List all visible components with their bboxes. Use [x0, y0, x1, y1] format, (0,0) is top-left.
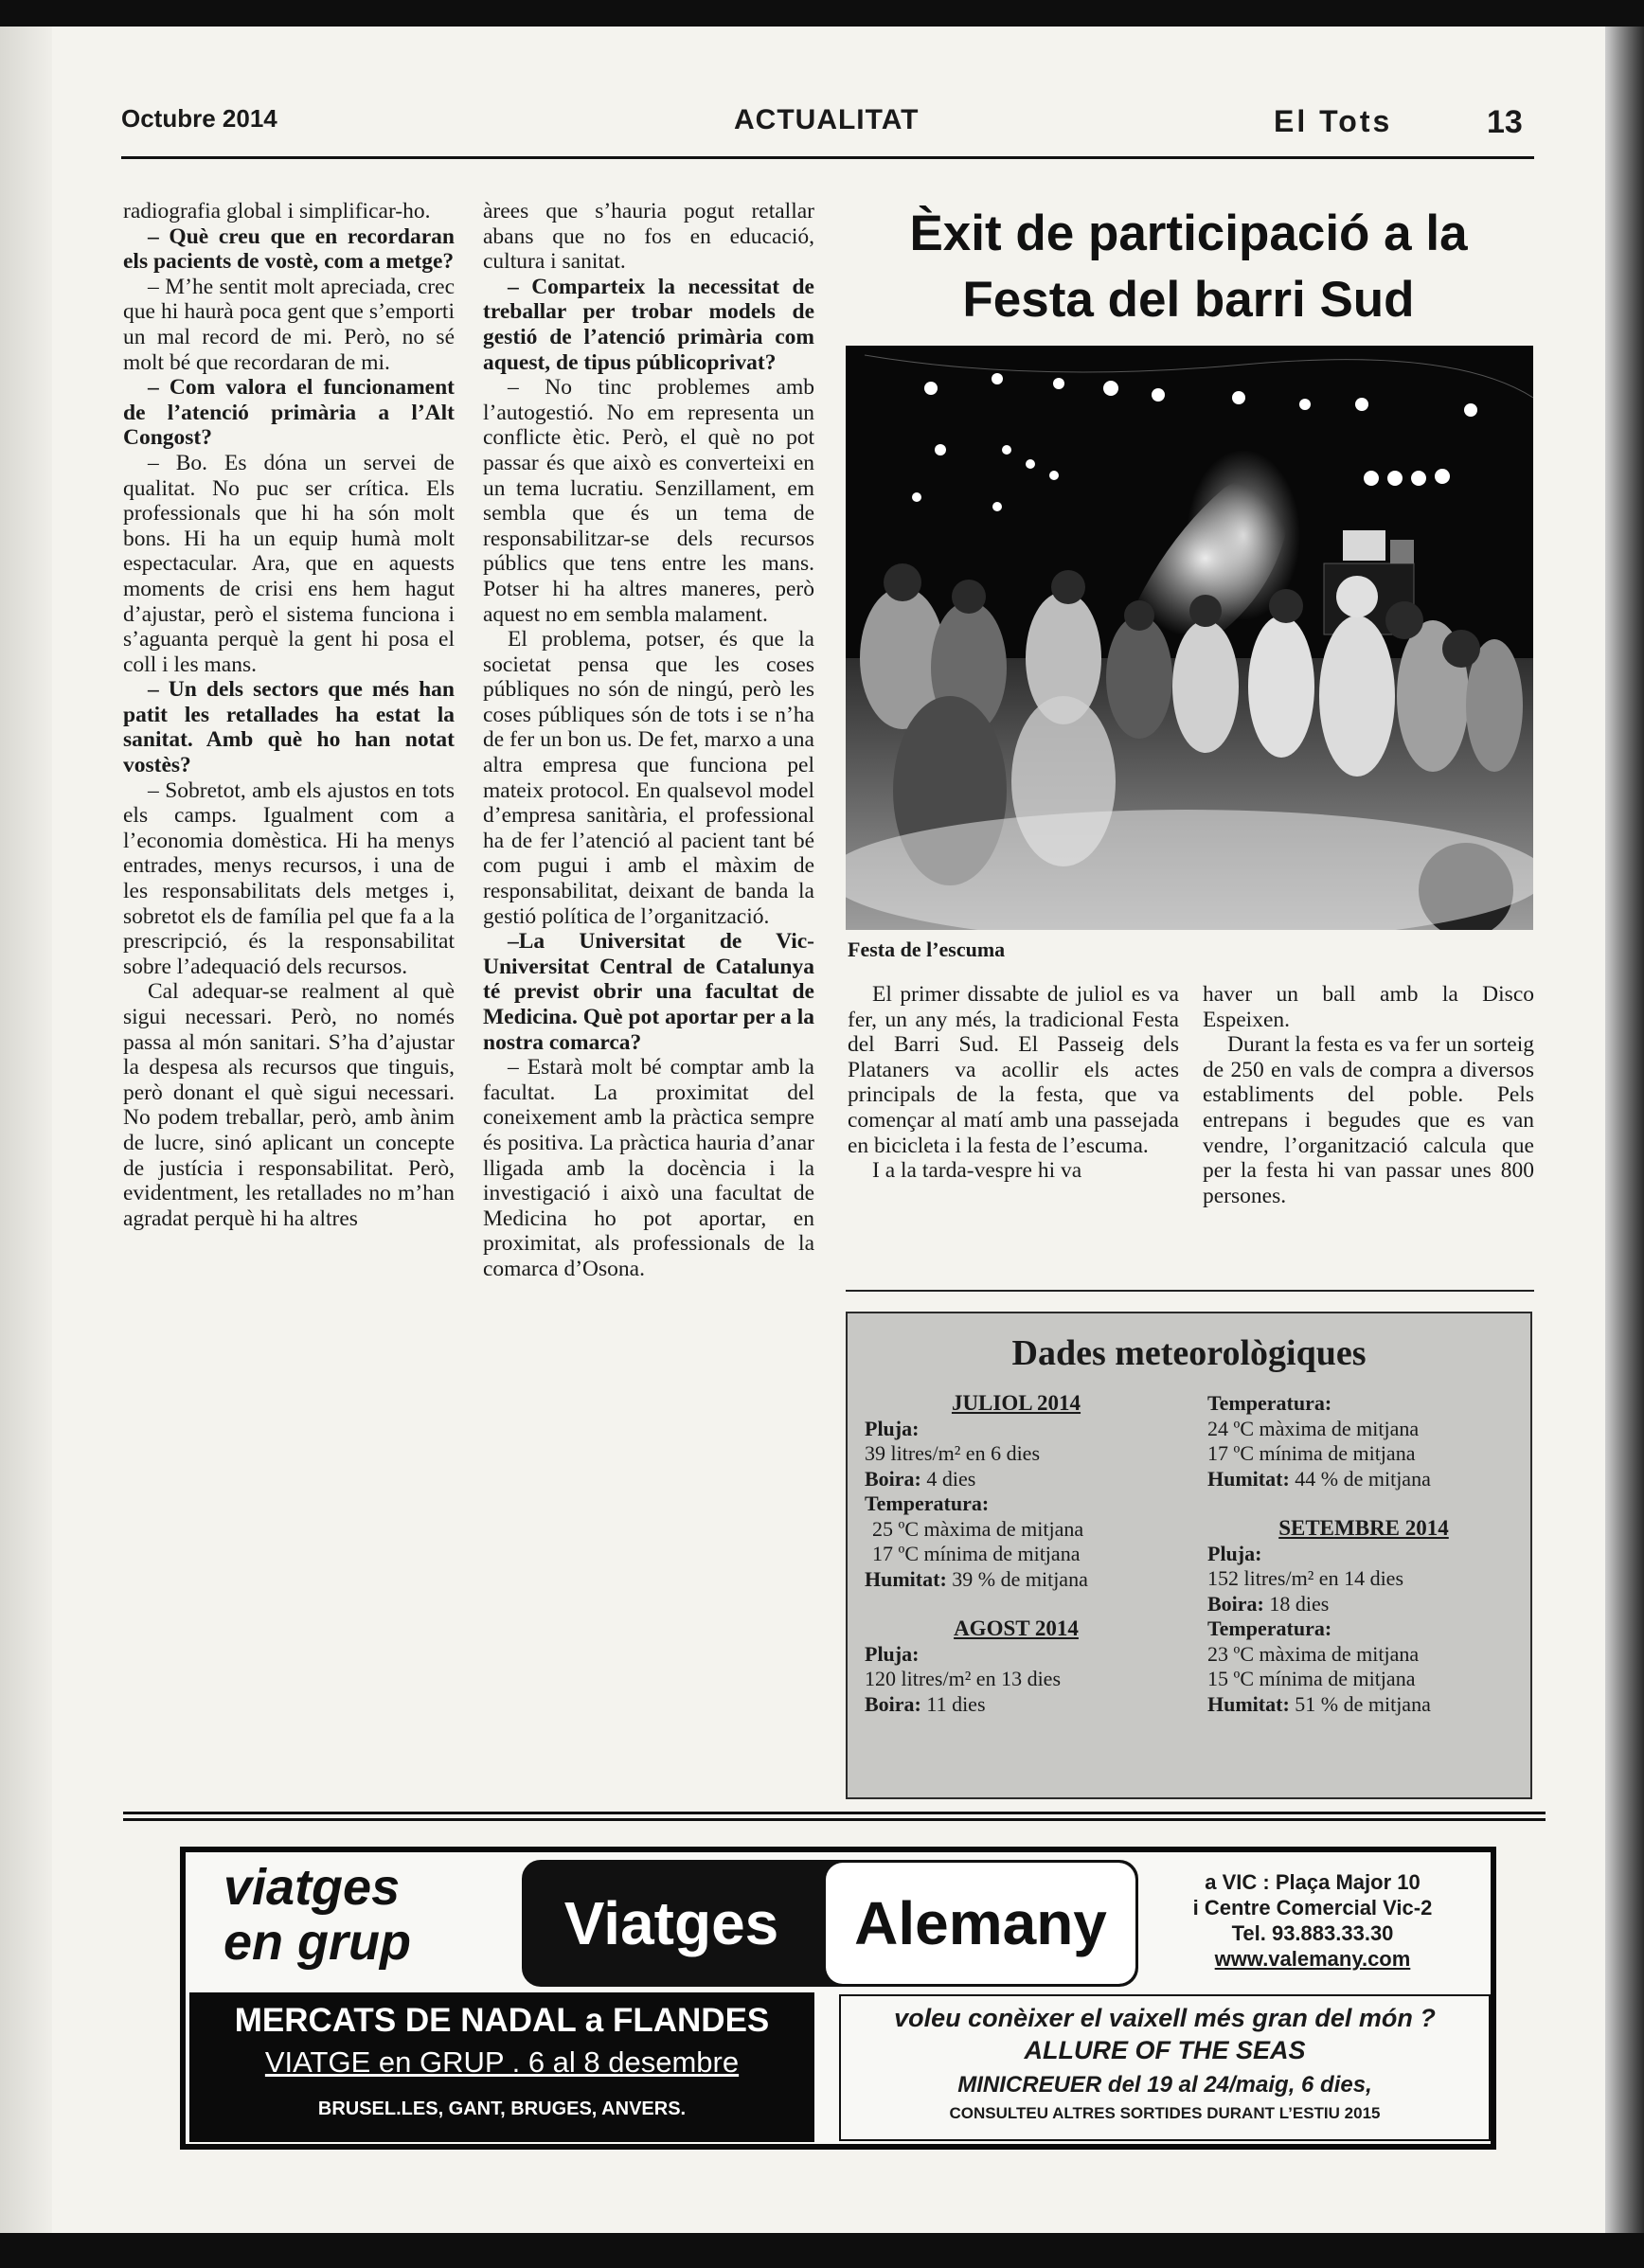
ad-contact-block	[1152, 1869, 1474, 1972]
fog-value: 18 dies	[1263, 1591, 1330, 1616]
ad-promo-box	[189, 1992, 814, 2142]
interview-paragraph: El problema, potser, és que la societat pensa que les coses públiques no són de ningú, però les coses públiques són de tots i se n’ha de fer un bon us. De fet, marxo a una altra empresa que funciona pel mateix protocol. En qualsevol model d’empresa sanitària, el professional ha de fer l’atenció al pacient tant bé com pugui i amb el màxim de responsabilitat, deixant de banda la gestió política de l’organització.	[483, 627, 814, 929]
ad-tagline-line2: en grup	[223, 1914, 411, 1971]
article-paragraph: haver un ball amb la Disco Espeixen.	[1203, 982, 1534, 1032]
interview-paragraph: – Sobretot, amb els ajustos en tots els camps. Igualment com a l’economia domèstica. Hi ha menys entrades, menys recursos, i una de les responsabilitats dels metges i, sobretot els de família pel que fa a la prescripció, és la responsabilitat sobre l’adequació dels recursos.	[123, 777, 455, 979]
interview-question: – Un dels sectors que més han patit les retallades ha estat la sanitat. Amb què ho han notat vostès?	[123, 677, 455, 778]
ad-address: a VIC : Plaça Major 10	[1205, 1870, 1421, 1894]
travel-advertisement	[180, 1847, 1496, 2150]
weather-column-left	[865, 1391, 1168, 1717]
temp-max: 24 ºC màxima de mitjana	[1207, 1416, 1420, 1440]
photo-caption: Festa de l’escuma	[848, 938, 1006, 961]
temperature-label: Temperatura:	[1207, 1616, 1332, 1640]
temp-max: 23 ºC màxima de mitjana	[1207, 1641, 1420, 1666]
ad-address-2: i Centre Comercial Vic-2	[1192, 1896, 1433, 1920]
rain-label: Pluja:	[865, 1641, 920, 1666]
article-paragraph: El primer dissabte de juliol es va fer, un any més, la tradicional Festa del Barri Sud. El Passeig dels Plataners va acollir els actes principals de la festa, que va començar al matí amb una passejada en bicicleta i la festa de l’escuma.	[848, 982, 1179, 1158]
humidity-value: 39 % de mitjana	[946, 1566, 1088, 1591]
fog-label: Boira:	[865, 1466, 921, 1491]
page-spine	[0, 27, 52, 2233]
ad-phone: Tel. 93.883.33.30	[1231, 1921, 1394, 1945]
article-column-2	[1203, 982, 1534, 1208]
temp-min: 17 ºC mínima de mitjana	[872, 1542, 1081, 1565]
page-number: 13	[1487, 104, 1523, 140]
promo-title: MERCATS DE NADAL a FLANDES	[234, 2002, 770, 2039]
temp-min: 15 ºC mínima de mitjana	[1207, 1667, 1416, 1690]
logo-right-text: Alemany	[826, 1863, 1135, 1984]
temperature-label: Temperatura:	[865, 1491, 990, 1515]
rain-value: 120 litres/m² en 13 dies	[865, 1667, 1062, 1690]
rain-value: 152 litres/m² en 14 dies	[1207, 1566, 1404, 1590]
fog-value: 11 dies	[920, 1691, 986, 1716]
page-edge	[1605, 27, 1644, 2233]
rain-value: 39 litres/m² en 6 dies	[865, 1441, 1041, 1465]
weather-title: Dades meteorològiques	[1011, 1333, 1367, 1373]
humidity-label: Humitat:	[1207, 1691, 1290, 1716]
interview-paragraph: Cal adequar-se realment al què sigui necessari. Però, no només passa al món sanitari. S’ha d’ajustar la despesa als recursos que tinguis, però donant el què sigui necessari. No podem treballar, però, amb ànim de lucre, sinó aplicant un concepte de justícia i responsabilitat. Però, evidentment, les retallades no m’han agradat perquè hi ha altres	[123, 979, 455, 1231]
foam-party-photo	[846, 346, 1533, 930]
interview-paragraph: radiografia global i simplificar-ho.	[123, 199, 431, 223]
viatges-alemany-logo	[522, 1860, 1138, 1987]
interview-paragraph: – M’he sentit molt apreciada, crec que hi haurà poca gent que s’emporti un mal record de mi. Però, no sé molt bé que recordaran de mi.	[123, 274, 455, 375]
section-rule	[846, 1290, 1534, 1292]
ad-rule-top	[123, 1812, 1546, 1814]
cruise-note: CONSULTEU ALTRES SORTIDES DURANT L’ESTIU 2015	[949, 2104, 1381, 2122]
humidity-value: 51 % de mitjana	[1289, 1691, 1431, 1716]
ad-tagline	[223, 1860, 411, 1970]
ad-cruise-box	[839, 1994, 1491, 2141]
month-heading: JULIOL 2014	[951, 1391, 1081, 1415]
humidity-label: Humitat:	[1207, 1466, 1290, 1491]
article-column-1	[848, 982, 1179, 1184]
promo-dates: VIATGE en GRUP . 6 al 8 desembre	[264, 2045, 740, 2079]
header-publication: El Tots	[1274, 104, 1393, 138]
interview-question: –La Universitat de Vic-Universitat Central de Catalunya té previst obrir una facultat de Medicina. Què pot aportar per a la nostra comarca?	[483, 929, 814, 1055]
cruise-ship-name: ALLURE OF THE SEAS	[1024, 2036, 1306, 2064]
cruise-question: voleu conèixer el vaixell més gran del món ?	[894, 2004, 1436, 2032]
foam-party-image	[846, 346, 1533, 930]
interview-paragraph: – Estarà molt bé comptar amb la facultat. La proximitat del coneixement amb la pràctica sempre és positiva. La pràctica hauria d’anar lligada amb la docència i la investigació i això una facultat de Medicina ho pot aportar, en proximitat, als professionals de la comarca d’Osona.	[483, 1055, 814, 1281]
interview-column-2	[483, 199, 814, 1282]
fog-label: Boira:	[1207, 1591, 1264, 1616]
logo-left-text: Viatges	[563, 1889, 779, 1957]
temp-max: 25 ºC màxima de mitjana	[872, 1516, 1084, 1541]
month-heading: AGOST 2014	[954, 1616, 1079, 1640]
fog-value: 4 dies	[920, 1466, 976, 1491]
article-paragraph: Durant la festa es va fer un sorteig de 250 en vals de compra a diversos establiments del poble. Pels entrepans i begudes que es van vendre, l’organització calcula que per la festa hi van passar unes 800 persones.	[1203, 1032, 1534, 1208]
weather-data-box	[846, 1312, 1532, 1799]
rain-label: Pluja:	[865, 1416, 920, 1440]
ad-rule-bottom	[123, 1818, 1546, 1821]
month-heading: SETEMBRE 2014	[1278, 1516, 1449, 1540]
temp-min: 17 ºC mínima de mitjana	[1207, 1441, 1416, 1465]
rain-label: Pluja:	[1207, 1541, 1262, 1565]
humidity-label: Humitat:	[865, 1566, 947, 1591]
ad-tagline-line1: viatges	[223, 1859, 401, 1916]
cruise-dates: MINICREUER del 19 al 24/maig, 6 dies,	[957, 2072, 1372, 2098]
interview-paragraph: – No tinc problemes amb l’autogestió. No em representa un conflicte ètic. Però, el què no pot passar és que això es converteixi en un tema lucratiu. Senzillament, em sembla que és un tema de responsabilitzar-se dels recursos públics que tens entre les mans. Potser hi ha altres maneres, però aquest no em sembla malament.	[483, 375, 814, 627]
header-section: ACTUALITAT	[734, 104, 920, 135]
interview-paragraph: àrees que s’hauria pogut retallar abans que no fos en educació, cultura i sanitat.	[483, 199, 814, 275]
weather-column-right	[1207, 1391, 1520, 1717]
interview-column-1	[123, 199, 455, 1231]
interview-question: – Què creu que en recordaran els pacients de vostè, com a metge?	[123, 223, 455, 275]
header-rule	[121, 156, 1534, 159]
interview-question: – Com valora el funcionament de l’atenció primària a l’Alt Congost?	[123, 375, 455, 451]
interview-paragraph: – Bo. Es dóna un servei de qualitat. No puc ser crítica. Els professionals que hi ha són molt bons. Hi ha un equip humà molt espectacular. Ara, que en aquests moments de crisi ens hem hagut d’ajustar, però el sistema funciona i s’aguanta perquè la gent hi posa el coll i les mans.	[123, 450, 455, 677]
article-headline: Èxit de participació a la Festa del barri Sud	[909, 205, 1468, 328]
fog-label: Boira:	[865, 1691, 921, 1716]
ad-website-link[interactable]: www.valemany.com	[1214, 1947, 1411, 1971]
interview-question: – Comparteix la necessitat de treballar per trobar models de gestió de l’atenció primària com aquest, de tipus públicoprivat?	[483, 274, 814, 375]
article-paragraph: I a la tarda-vespre hi va	[872, 1158, 1082, 1184]
temperature-label: Temperatura:	[1207, 1391, 1332, 1415]
humidity-value: 44 % de mitjana	[1289, 1466, 1431, 1491]
header-date: Octubre 2014	[121, 104, 277, 133]
promo-cities: BRUSEL.LES, GANT, BRUGES, ANVERS.	[317, 2098, 687, 2119]
